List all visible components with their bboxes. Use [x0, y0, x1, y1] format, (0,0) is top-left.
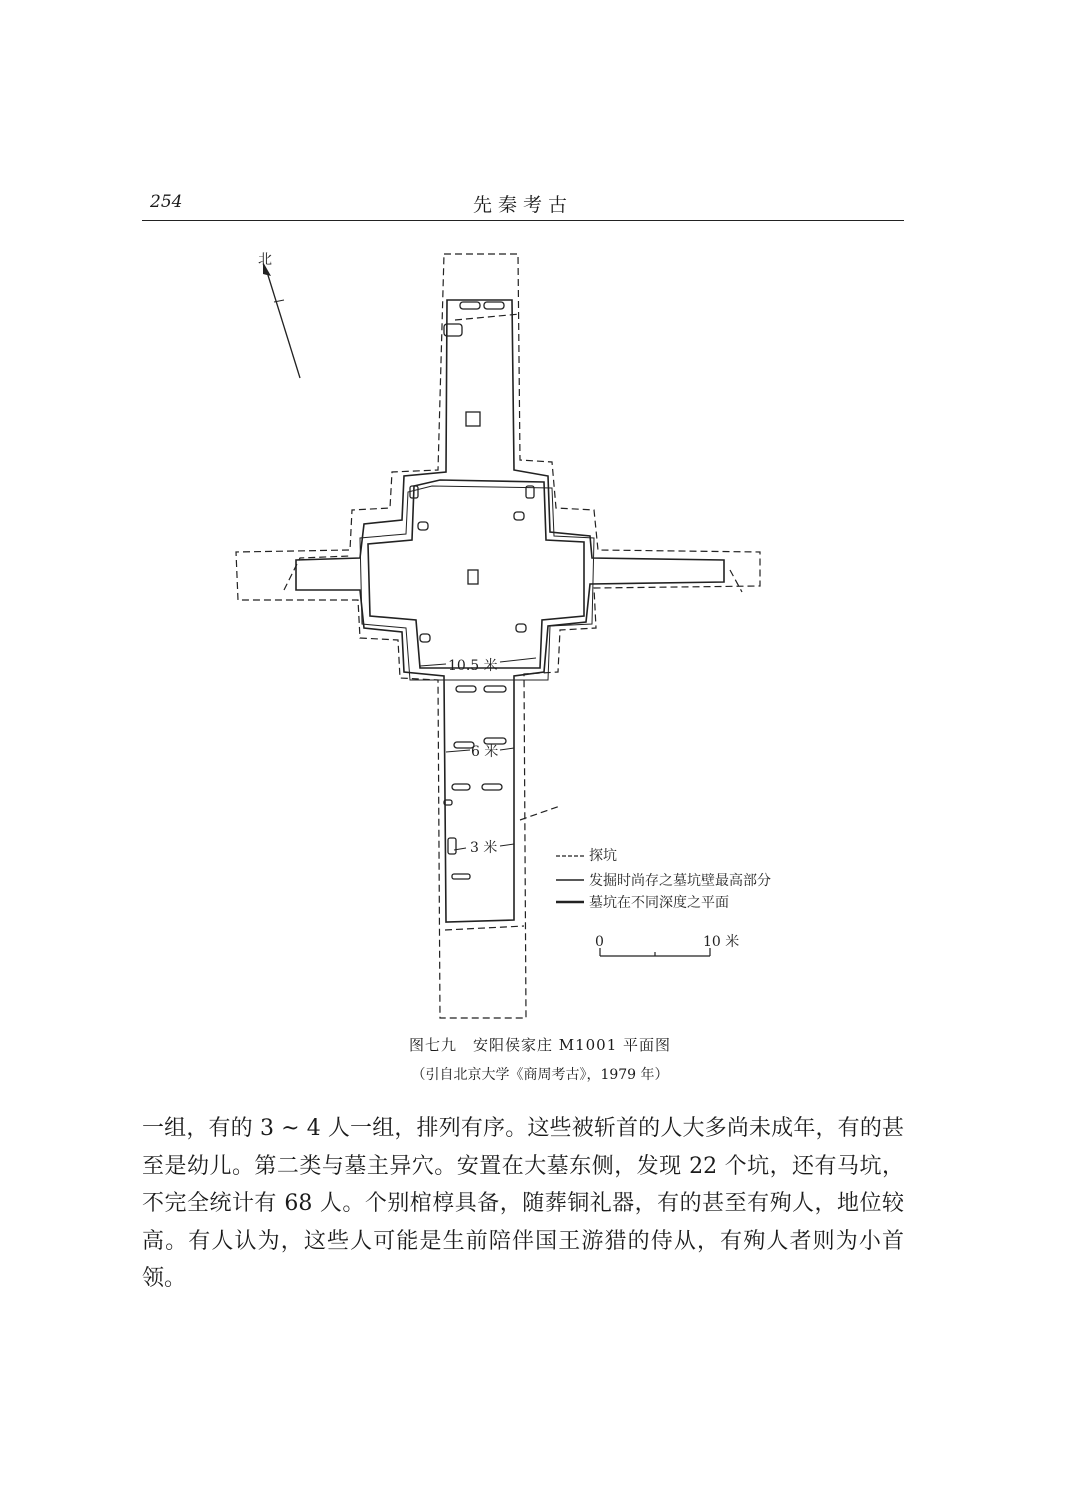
tomb-plan-drawing: [0, 240, 1080, 1030]
scale-start-label: 0: [595, 934, 604, 950]
sacrificial-pits: [410, 302, 534, 879]
dimension-label-3: 3 米: [470, 840, 498, 856]
figure-caption-source: （引自北京大学《商周考古》，1979 年）: [411, 1067, 669, 1083]
scale-end-label: 10 米: [703, 934, 740, 950]
legend-item-pit: 探坑: [589, 848, 617, 864]
page-number: 254: [150, 192, 183, 212]
legend-item-highest-wall: 发掘时尚存之墓坑壁最高部分: [589, 873, 771, 889]
scale-bar: [600, 948, 710, 956]
running-head: [142, 186, 904, 221]
dimension-label-6: 6 米: [471, 744, 499, 760]
tomb-plan-figure: [0, 240, 1080, 1030]
dimension-label-10-5: 10.5 米: [448, 658, 498, 674]
legend-lines: [556, 856, 584, 902]
body-text: [142, 1110, 904, 1298]
body-paragraph: 一组，有的 3 ~ 4 人一组，排列有序。这些被斩首的人大多尚未成年，有的甚至是幼儿。第二类与墓主异穴。安置在大墓东侧，发现 22 个坑，还有马坑，不完全统计有 68 人。个别棺椁具备，随葬铜礼器，有的甚至有殉人，地位较高。有人认为，这些人可能是生前陪伴国王游猎的侍从，有殉人者则为小首领。: [142, 1116, 904, 1291]
figure-caption-title: 图七九 安阳侯家庄 M1001 平面图: [408, 1036, 672, 1054]
book-title: 先秦考古: [472, 194, 573, 216]
north-arrow-icon: [263, 262, 300, 378]
north-label: 北: [258, 252, 272, 268]
tomb-wall-outline: [296, 300, 724, 922]
legend-item-depth-plan: 墓坑在不同深度之平面: [589, 895, 729, 911]
